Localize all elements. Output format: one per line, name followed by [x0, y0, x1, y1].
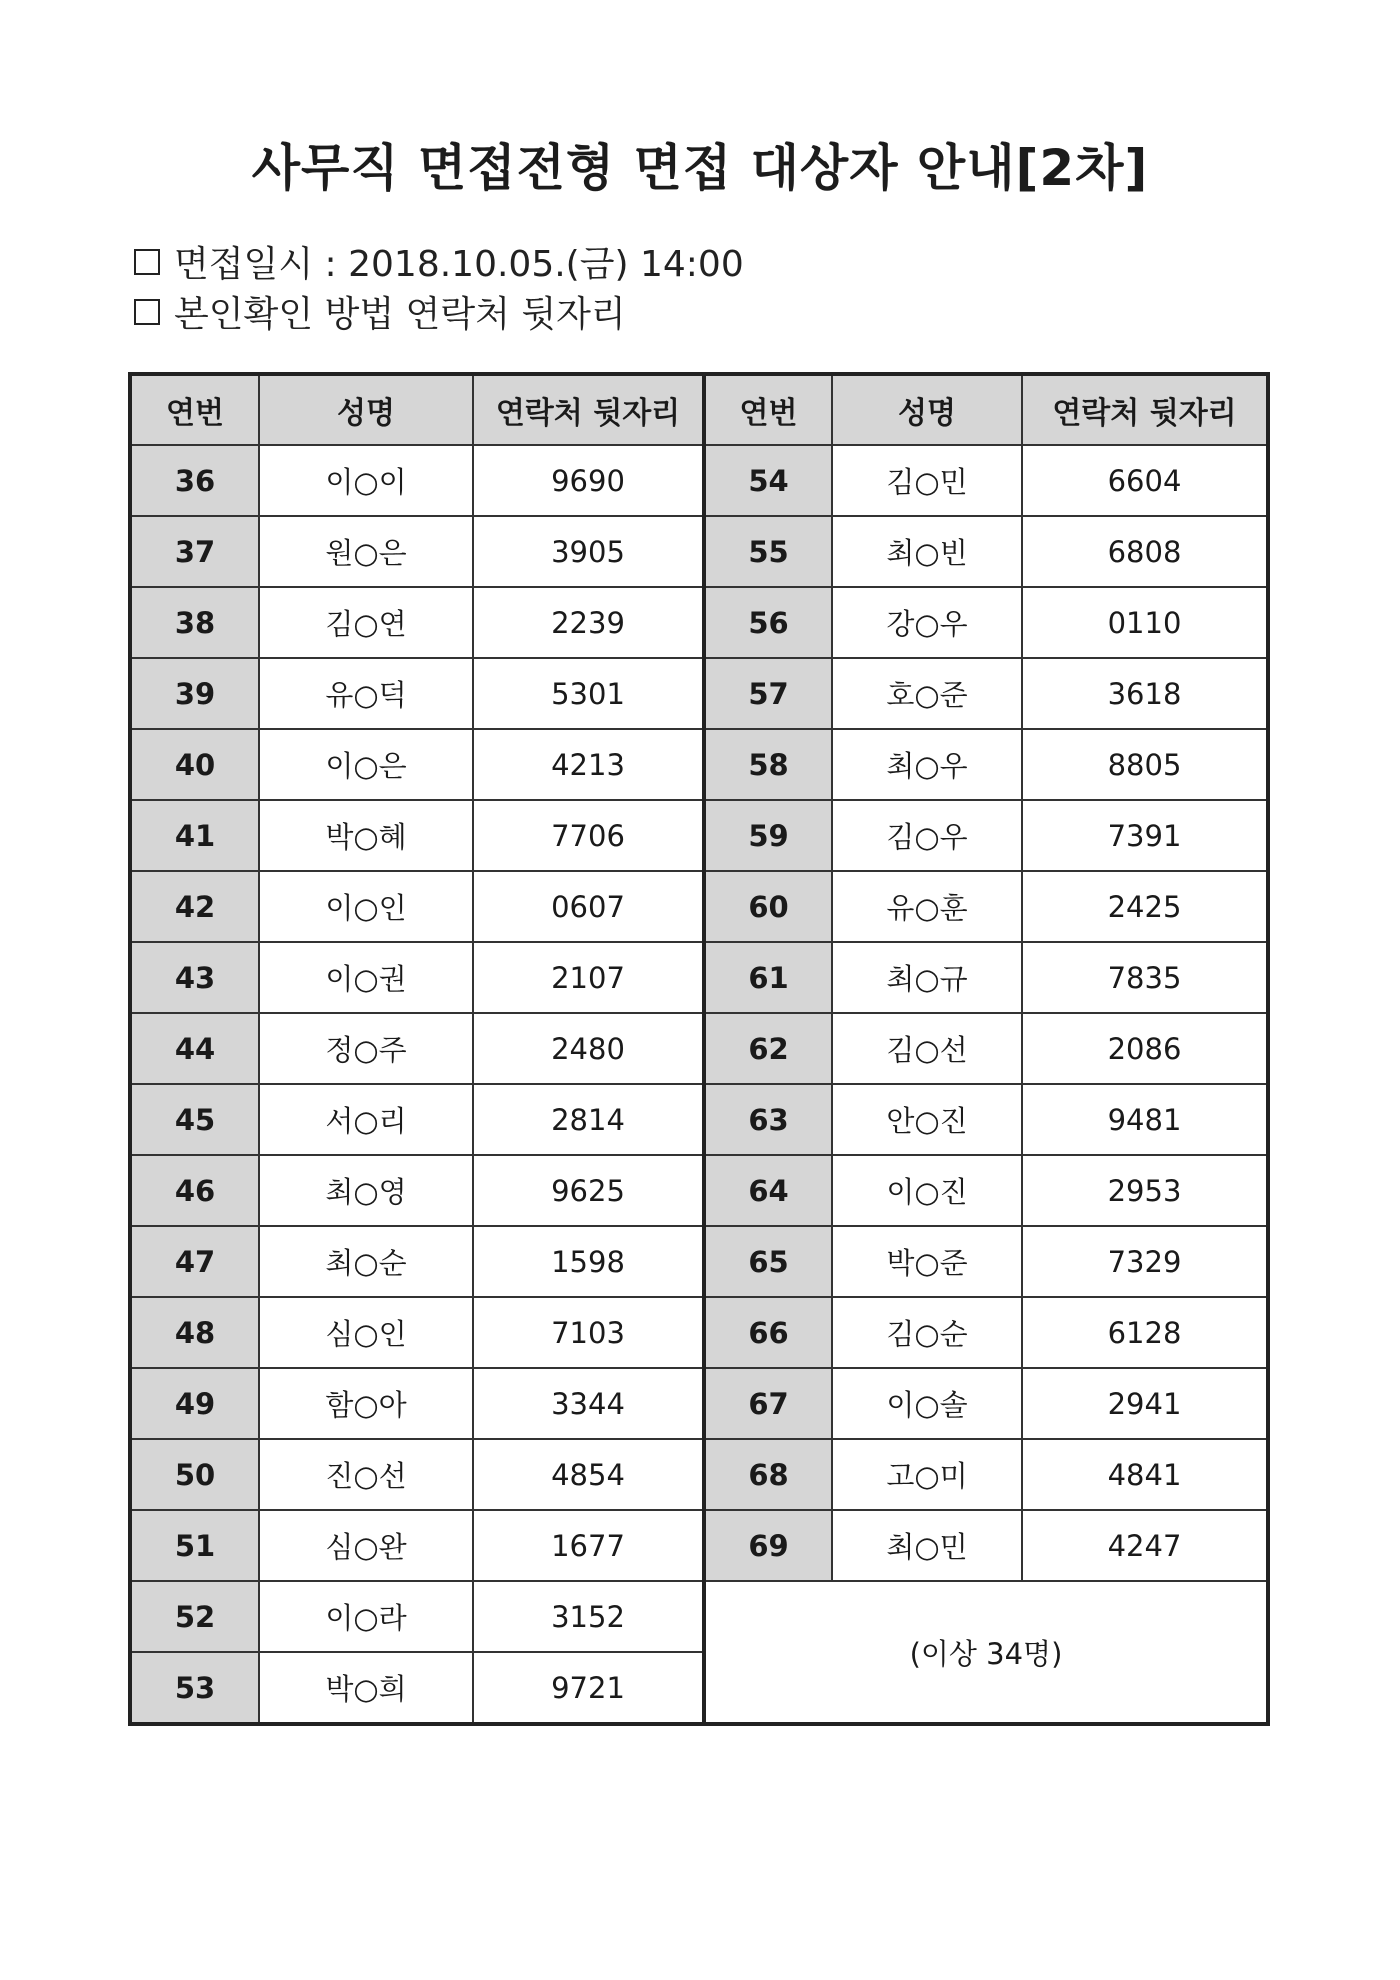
row-number: 44: [130, 1013, 259, 1084]
row-name: 최○순: [259, 1226, 473, 1297]
row-phone-last-digits: 9625: [473, 1155, 704, 1226]
row-phone-last-digits: 4247: [1022, 1510, 1268, 1581]
row-phone-last-digits: 3905: [473, 516, 704, 587]
header-name: 성명: [259, 374, 473, 445]
checkbox-square-icon: [134, 249, 160, 275]
row-number: 38: [130, 587, 259, 658]
table-row: [130, 871, 1268, 942]
table-row: [130, 1581, 1268, 1652]
row-name: 이○라: [259, 1581, 473, 1652]
row-name: 이○솔: [832, 1368, 1022, 1439]
table-row: [130, 1368, 1268, 1439]
candidate-table: [128, 372, 1270, 1726]
row-phone-last-digits: 2953: [1022, 1155, 1268, 1226]
row-number: 46: [130, 1155, 259, 1226]
row-name: 박○희: [259, 1652, 473, 1724]
row-phone-last-digits: 3344: [473, 1368, 704, 1439]
total-count-note: (이상 34명): [704, 1581, 1268, 1724]
row-name: 심○완: [259, 1510, 473, 1581]
row-number: 69: [704, 1510, 832, 1581]
row-name: 최○규: [832, 942, 1022, 1013]
row-number: 67: [704, 1368, 832, 1439]
row-name: 최○영: [259, 1155, 473, 1226]
row-name: 호○준: [832, 658, 1022, 729]
table-row: [130, 800, 1268, 871]
row-name: 심○인: [259, 1297, 473, 1368]
row-number: 58: [704, 729, 832, 800]
table-row: [130, 445, 1268, 516]
row-name: 박○혜: [259, 800, 473, 871]
row-number: 66: [704, 1297, 832, 1368]
row-number: 53: [130, 1652, 259, 1724]
row-number: 54: [704, 445, 832, 516]
row-phone-last-digits: 2107: [473, 942, 704, 1013]
row-name: 박○준: [832, 1226, 1022, 1297]
row-number: 43: [130, 942, 259, 1013]
row-number: 55: [704, 516, 832, 587]
row-phone-last-digits: 2814: [473, 1084, 704, 1155]
row-name: 이○진: [832, 1155, 1022, 1226]
header-no: 연번: [130, 374, 259, 445]
row-name: 김○순: [832, 1297, 1022, 1368]
row-name: 김○연: [259, 587, 473, 658]
row-name: 안○진: [832, 1084, 1022, 1155]
table-row: [130, 587, 1268, 658]
row-name: 원○은: [259, 516, 473, 587]
row-number: 65: [704, 1226, 832, 1297]
row-number: 37: [130, 516, 259, 587]
row-name: 함○아: [259, 1368, 473, 1439]
info-line-interview-datetime: [134, 236, 744, 287]
table-row: [130, 1084, 1268, 1155]
row-phone-last-digits: 9481: [1022, 1084, 1268, 1155]
row-number: 57: [704, 658, 832, 729]
page-title: 사무직 면접전형 면접 대상자 안내[2차]: [251, 139, 1149, 197]
row-number: 60: [704, 871, 832, 942]
header-phone: 연락처 뒷자리: [1022, 374, 1268, 445]
table-row: [130, 1155, 1268, 1226]
row-name: 진○선: [259, 1439, 473, 1510]
row-number: 48: [130, 1297, 259, 1368]
row-phone-last-digits: 2941: [1022, 1368, 1268, 1439]
row-phone-last-digits: 1677: [473, 1510, 704, 1581]
row-number: 59: [704, 800, 832, 871]
table-row: [130, 658, 1268, 729]
row-number: 40: [130, 729, 259, 800]
row-number: 56: [704, 587, 832, 658]
row-phone-last-digits: 4841: [1022, 1439, 1268, 1510]
table-header-row: [130, 374, 1268, 445]
row-name: 이○인: [259, 871, 473, 942]
table-row: [130, 942, 1268, 1013]
row-phone-last-digits: 9721: [473, 1652, 704, 1724]
row-number: 36: [130, 445, 259, 516]
row-phone-last-digits: 6604: [1022, 445, 1268, 516]
row-name: 고○미: [832, 1439, 1022, 1510]
table-row: [130, 516, 1268, 587]
row-name: 김○민: [832, 445, 1022, 516]
row-phone-last-digits: 6808: [1022, 516, 1268, 587]
row-number: 62: [704, 1013, 832, 1084]
checkbox-square-icon: [134, 299, 160, 325]
row-phone-last-digits: 6128: [1022, 1297, 1268, 1368]
header-name: 성명: [832, 374, 1022, 445]
row-number: 49: [130, 1368, 259, 1439]
row-name: 이○권: [259, 942, 473, 1013]
row-name: 정○주: [259, 1013, 473, 1084]
row-name: 강○우: [832, 587, 1022, 658]
table-row: [130, 1226, 1268, 1297]
row-number: 41: [130, 800, 259, 871]
row-number: 45: [130, 1084, 259, 1155]
row-name: 최○빈: [832, 516, 1022, 587]
header-no: 연번: [704, 374, 832, 445]
row-number: 47: [130, 1226, 259, 1297]
row-phone-last-digits: 3618: [1022, 658, 1268, 729]
row-phone-last-digits: 7706: [473, 800, 704, 871]
row-phone-last-digits: 9690: [473, 445, 704, 516]
row-phone-last-digits: 0607: [473, 871, 704, 942]
row-phone-last-digits: 7835: [1022, 942, 1268, 1013]
row-phone-last-digits: 3152: [473, 1581, 704, 1652]
row-name: 유○덕: [259, 658, 473, 729]
info-line-identity-check: [134, 286, 626, 337]
row-phone-last-digits: 2425: [1022, 871, 1268, 942]
row-phone-last-digits: 7391: [1022, 800, 1268, 871]
row-phone-last-digits: 4854: [473, 1439, 704, 1510]
info-text: 본인확인 방법 연락처 뒷자리: [174, 294, 626, 335]
row-phone-last-digits: 4213: [473, 729, 704, 800]
row-number: 52: [130, 1581, 259, 1652]
row-phone-last-digits: 2086: [1022, 1013, 1268, 1084]
row-name: 김○선: [832, 1013, 1022, 1084]
table-row: [130, 1439, 1268, 1510]
row-number: 39: [130, 658, 259, 729]
row-phone-last-digits: 2239: [473, 587, 704, 658]
row-number: 63: [704, 1084, 832, 1155]
table-row: [130, 1510, 1268, 1581]
row-phone-last-digits: 7103: [473, 1297, 704, 1368]
row-name: 이○은: [259, 729, 473, 800]
row-phone-last-digits: 7329: [1022, 1226, 1268, 1297]
row-number: 64: [704, 1155, 832, 1226]
header-phone: 연락처 뒷자리: [473, 374, 704, 445]
row-phone-last-digits: 5301: [473, 658, 704, 729]
row-phone-last-digits: 1598: [473, 1226, 704, 1297]
info-text: 면접일시 : 2018.10.05.(금) 14:00: [174, 244, 744, 285]
table-row: [130, 1013, 1268, 1084]
row-name: 서○리: [259, 1084, 473, 1155]
row-number: 51: [130, 1510, 259, 1581]
row-name: 이○이: [259, 445, 473, 516]
row-name: 유○훈: [832, 871, 1022, 942]
row-number: 42: [130, 871, 259, 942]
table-row: [130, 729, 1268, 800]
row-name: 최○우: [832, 729, 1022, 800]
row-number: 68: [704, 1439, 832, 1510]
row-number: 61: [704, 942, 832, 1013]
row-number: 50: [130, 1439, 259, 1510]
row-name: 김○우: [832, 800, 1022, 871]
table-row: [130, 1297, 1268, 1368]
row-name: 최○민: [832, 1510, 1022, 1581]
row-phone-last-digits: 0110: [1022, 587, 1268, 658]
row-phone-last-digits: 8805: [1022, 729, 1268, 800]
row-phone-last-digits: 2480: [473, 1013, 704, 1084]
